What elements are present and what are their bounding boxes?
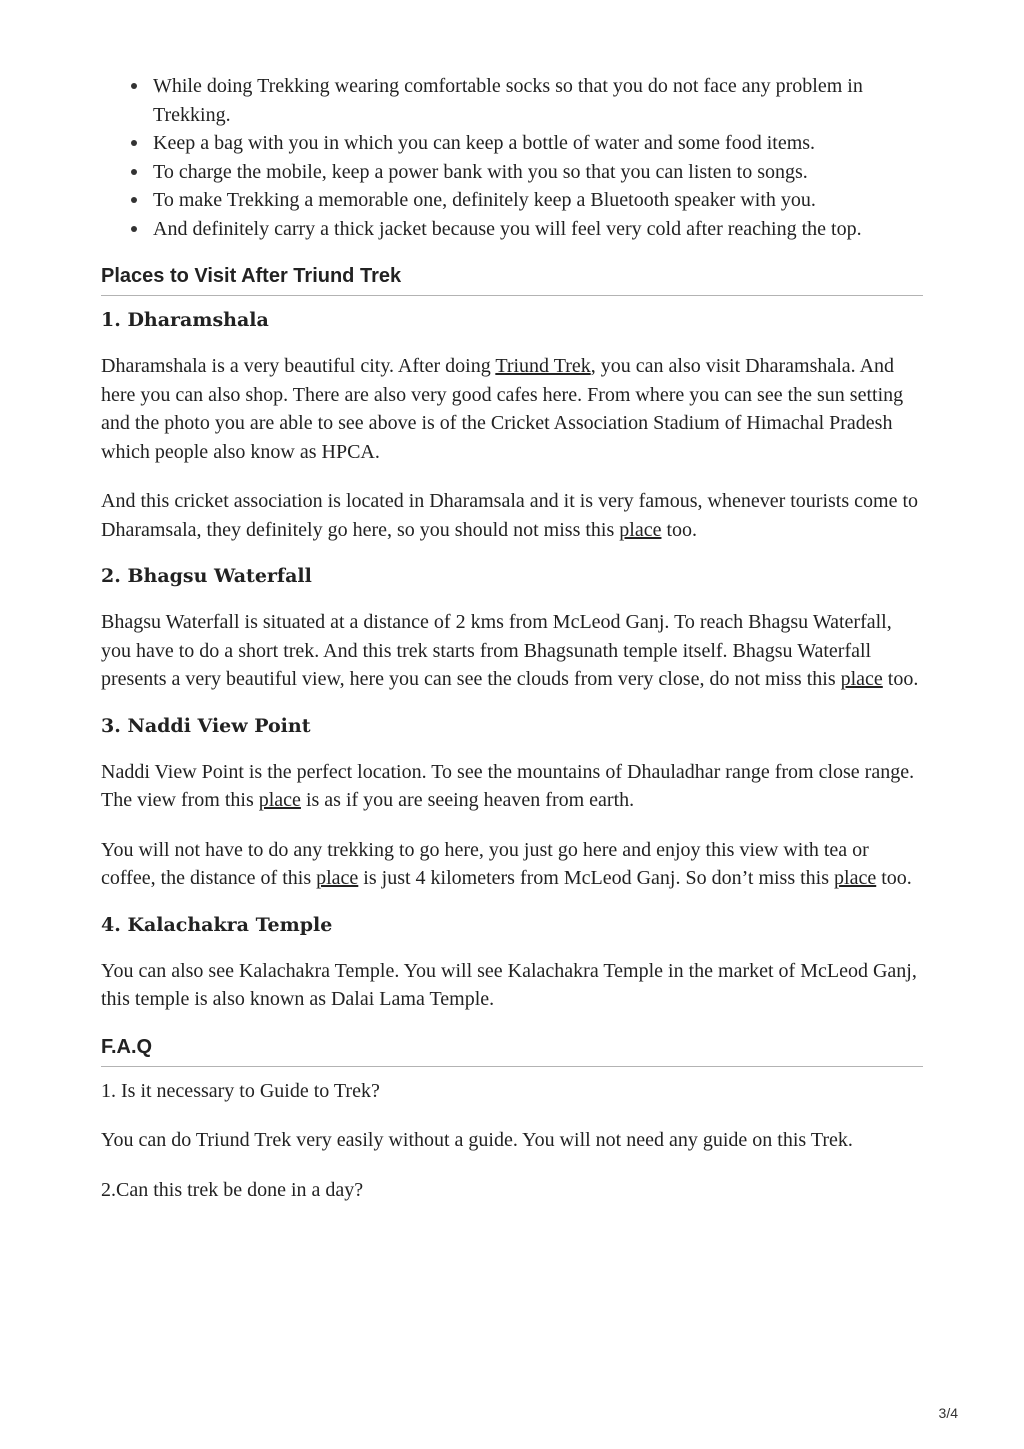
list-item: Keep a bag with you in which you can keep a bottle of water and some food items.: [153, 129, 923, 158]
kalachakra-paragraph: You can also see Kalachakra Temple. You will see Kalachakra Temple in the market of McLeod Ganj, this temple is also known as Dalai Lama Temple.: [101, 959, 917, 1010]
place-link[interactable]: place: [834, 867, 877, 889]
document-page: [101, 72, 923, 1204]
faq-answer-1: You can do Triund Trek very easily without a guide. You will not need any guide on this Trek.: [101, 1129, 853, 1151]
faq-question-1: 1. Is it necessary to Guide to Trek?: [101, 1079, 380, 1102]
bullet-icon: [131, 169, 137, 175]
naddi-title: 3. Naddi View Point: [101, 714, 311, 737]
places-heading: Places to Visit After Triund Trek: [101, 264, 923, 296]
bullet-icon: [131, 140, 137, 146]
place-link[interactable]: place: [316, 867, 359, 889]
bhagsu-paragraph: Bhagsu Waterfall is situated at a distance of 2 kms from McLeod Ganj. To reach Bhagsu Waterfall, you have to do a short trek. And this trek starts from Bhagsunath temple itself. Bhagsu Waterfall presents a very beautiful view, here you can see the clouds from very close, do not miss this place too.: [101, 611, 919, 690]
place-link[interactable]: place: [840, 668, 883, 690]
triund-trek-link[interactable]: Triund Trek: [495, 355, 591, 377]
bullet-icon: [131, 197, 137, 203]
dharamshala-paragraph-2: And this cricket association is located in Dharamsala and it is very famous, whenever tourists come to Dharamsala, they definitely go here, so you should not miss this place too.: [101, 490, 919, 541]
list-item: And definitely carry a thick jacket because you will feel very cold after reaching the top.: [153, 215, 923, 244]
naddi-paragraph-1: Naddi View Point is the perfect location. To see the mountains of Dhauladhar range from close range. The view from this place is as if you are seeing heaven from earth.: [101, 760, 915, 811]
naddi-paragraph-2: You will not have to do any trekking to go here, you just go here and enjoy this view with tea or coffee, the distance of this place is just 4 kilometers from McLeod Ganj. So don’t miss this place too.: [101, 838, 912, 889]
bullet-icon: [131, 83, 137, 89]
list-item: While doing Trekking wearing comfortable socks so that you do not face any problem in Trekking.: [153, 72, 923, 129]
place-link[interactable]: place: [619, 518, 662, 541]
faq-question-2: 2.Can this trek be done in a day?: [101, 1178, 364, 1201]
bhagsu-title: 2. Bhagsu Waterfall: [101, 565, 312, 587]
kalachakra-title: 4. Kalachakra Temple: [101, 913, 333, 936]
list-item: To make Trekking a memorable one, definitely keep a Bluetooth speaker with you.: [153, 186, 923, 215]
list-item: To charge the mobile, keep a power bank with you so that you can listen to songs.: [153, 158, 923, 187]
trekking-tips-list: [101, 72, 923, 243]
faq-heading: F.A.Q: [101, 1035, 923, 1067]
dharamshala-title: 1. Dharamshala: [101, 309, 269, 331]
bullet-icon: [131, 226, 137, 232]
place-link[interactable]: place: [258, 789, 301, 811]
page-number: 3/4: [938, 1405, 958, 1421]
dharamshala-paragraph-1: Dharamshala is a very beautiful city. After doing Triund Trek, you can also visit Dharamshala. And here you can also shop. There are also very good cafes here. From where you can see the sun setting and the photo you are able to see above is of the Cricket Association Stadium of Himachal Pradesh which people also know as HPCA.: [101, 355, 904, 463]
